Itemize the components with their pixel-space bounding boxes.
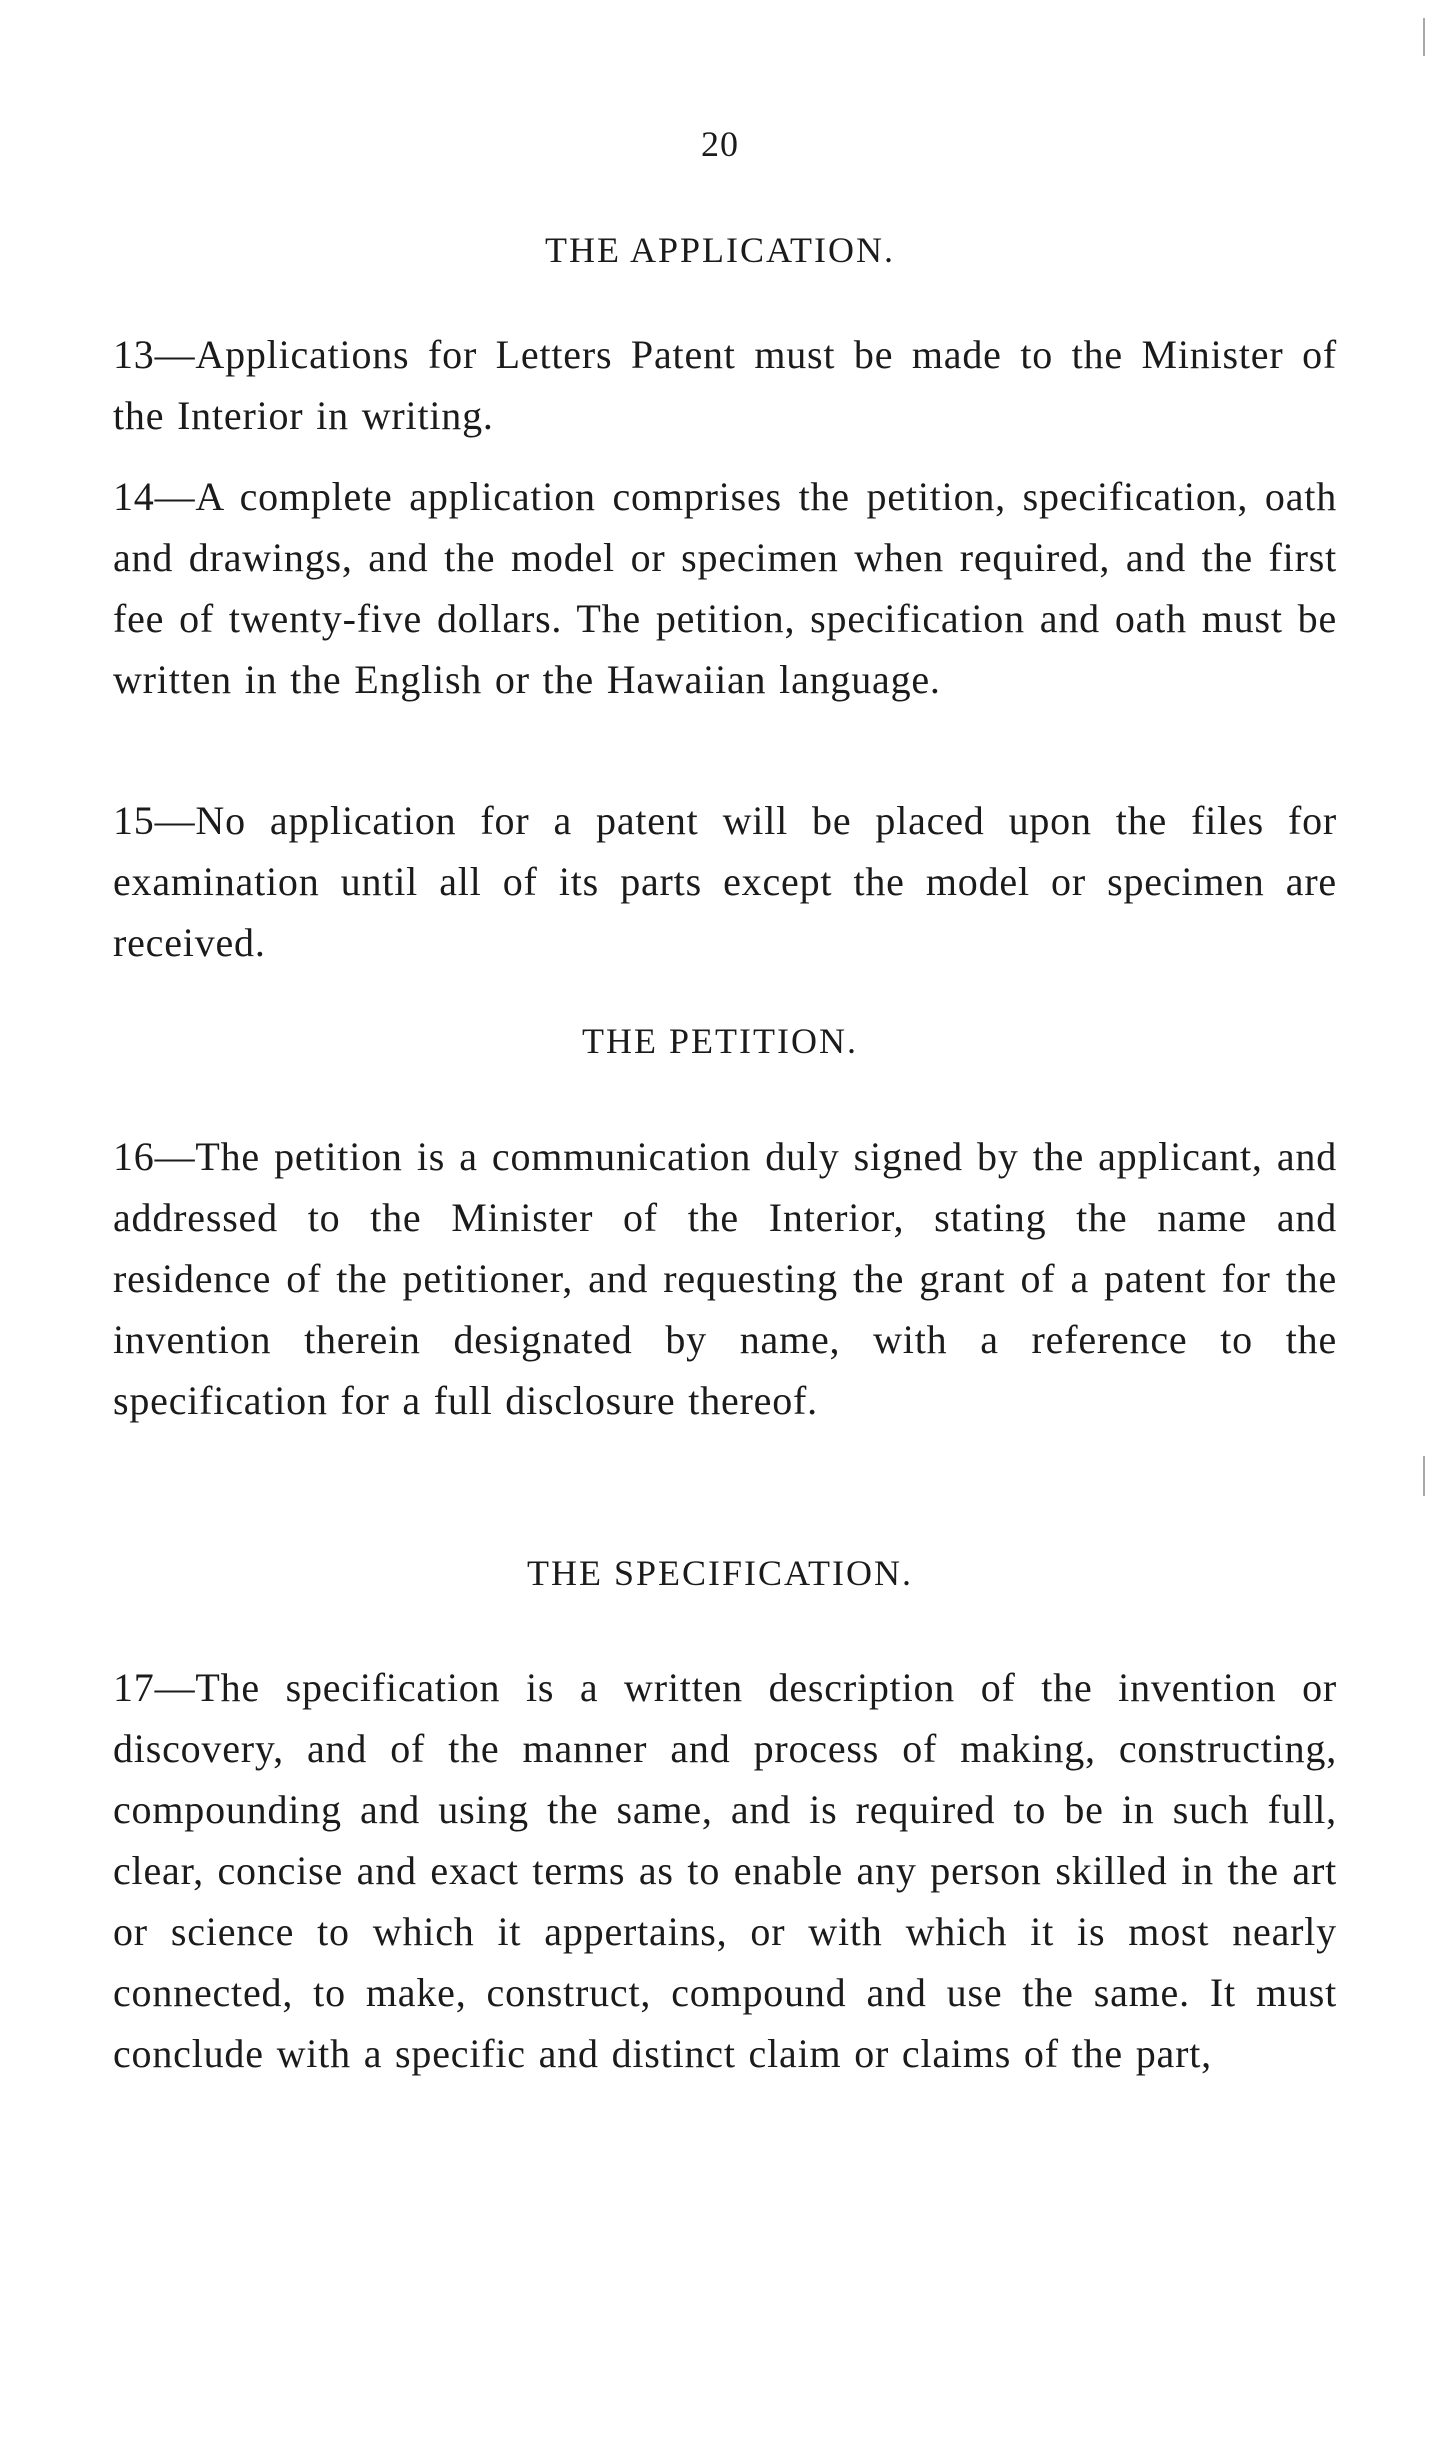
section-heading-petition: THE PETITION. (582, 1021, 858, 1061)
paragraph-text: 13—Applications for Letters Patent must be made to the Minister of the Interior in writing. (113, 332, 1337, 438)
paragraph-text: 17—The specification is a written description of the invention or discovery, and of the manner and process of making, constructing, compounding and using the same, and is required to be in such full, clear, concise and exact terms as to enable any person skilled in the art or science to which it appertains, or with which it is most nearly connected, to make, construct, compound and use the same. It must conclude with a specific and distinct claim or claims of the part, (113, 1665, 1337, 2076)
paragraph-15 (113, 790, 1337, 973)
paragraph-text: 16—The petition is a communication duly signed by the applicant, and addressed to the Minister of the Interior, stating the name and residence of the petitioner, and requesting the grant of a patent for the invention therein designated by name, with a reference to the specification for a full disclosure thereof. (113, 1134, 1337, 1423)
paragraph-16 (113, 1126, 1337, 1431)
page-number: 20 (701, 124, 739, 164)
scan-edge-mark (1423, 18, 1425, 56)
section-heading-specification: THE SPECIFICATION. (526, 1553, 913, 1593)
paragraph-14 (113, 466, 1337, 710)
paragraph-text: 15—No application for a patent will be placed upon the files for examination until all of its parts except the model or specimen are received. (113, 798, 1337, 965)
paragraph-13 (113, 324, 1337, 446)
paragraph-text: 14—A complete application comprises the petition, specification, oath and drawings, and the model or specimen when required, and the first fee of twenty-five dollars. The petition, specification and oath must be written in the English or the Hawaiian language. (113, 474, 1337, 702)
section-heading-application: THE APPLICATION. (544, 230, 895, 270)
scan-edge-mark (1423, 1456, 1425, 1496)
paragraph-17 (113, 1657, 1337, 2084)
